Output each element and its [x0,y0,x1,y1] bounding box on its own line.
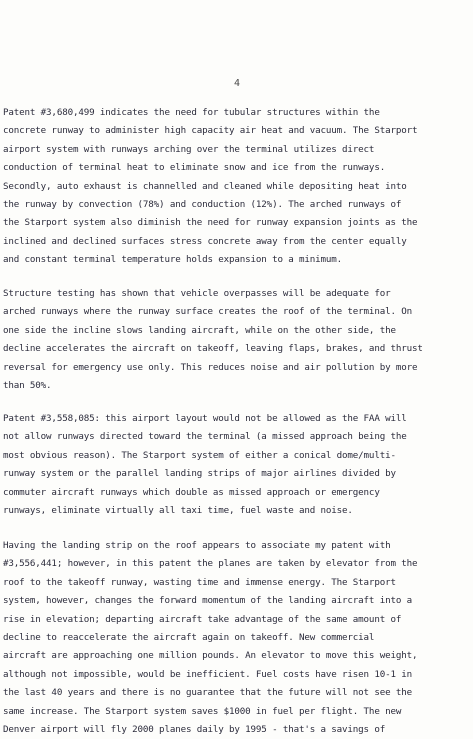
text-line: commuter aircraft runways which double as missed approach or emergency [3,486,380,498]
text-line: runways, eliminate virtually all taxi time, fuel waste and noise. [3,505,353,517]
paragraph-patent-3680499 [3,104,473,270]
text-line: Having the landing strip on the roof appears to associate my patent with [3,540,391,551]
text-line: conduction of terminal heat to eliminate snow and ice from the runways. [3,162,386,174]
text-line: reversal for emergency use only. This reduces noise and air pollution by more [3,361,418,373]
text-line: most obvious reason). The Starport system of either a conical dome/multi- [3,449,396,461]
text-line: airport system with runways arching over the terminal utilizes direct [3,143,375,155]
text-line: although not impossible, would be inefficient. Fuel costs have risen 10-1 in [3,668,412,680]
text-line: Secondly, auto exhaust is channelled and cleaned while depositing heat into [3,180,407,192]
text-line: roof to the takeoff runway, wasting time and immense energy. The Starport [3,576,396,588]
text-line: than 50%. [3,380,52,392]
text-line: Denver airport will fly 2000 planes daily by 1995 - that's a savings of [3,724,386,736]
text-line: arched runways where the runway surface creates the roof of the terminal. On [3,306,412,318]
text-line: rise in elevation; departing aircraft take advantage of the same amount of [3,613,402,625]
text-line: not allow runways directed toward the terminal (a missed approach being the [3,431,407,443]
text-line: Patent #3,558,085: this airport layout would not be allowed as the FAA will [3,413,407,424]
text-line: system, however, changes the forward momentum of the landing aircraft into a [3,595,412,607]
text-line: decline to reaccelerate the aircraft again on takeoff. New commercial [3,632,375,644]
text-line: one side the incline slows landing aircraft, while on the other side, the [3,324,396,336]
text-line: Patent #3,680,499 indicates the need for tubular structures within the [3,107,380,118]
text-line: aircraft are approaching one million pounds. An elevator to move this weight, [3,650,418,662]
text-line: #3,556,441; however, in this patent the planes are taken by elevator from the [3,558,418,570]
text-line: the runway by convection (78%) and conduction (12%). The arched runways of [3,199,402,211]
paragraph-landing-strip-roof [3,537,473,739]
text-line: and constant terminal temperature holds expansion to a minimum. [3,254,343,266]
text-line: Structure testing has shown that vehicle overpasses will be adequate for [3,288,391,299]
text-line: the Starport system also diminish the need for runway expansion joints as the [3,217,418,229]
paragraph-patent-3558085 [3,410,473,520]
text-line: decline accelerates the aircraft on takeoff, leaving flaps, brakes, and thrust [3,343,423,355]
text-line: concrete runway to administer high capacity air heat and vacuum. The Starport [3,125,418,137]
paragraph-structure-testing [3,285,473,395]
page-number: 4 [234,78,241,89]
text-line: runway system or the parallel landing strips of major airlines divided by [3,468,396,480]
text-line: same increase. The Starport system saves $1000 in fuel per flight. The new [3,705,402,717]
text-line: inclined and declined surfaces stress concrete away from the center equally [3,235,407,247]
text-line: the last 40 years and there is no guarantee that the future will not see the [3,687,412,699]
